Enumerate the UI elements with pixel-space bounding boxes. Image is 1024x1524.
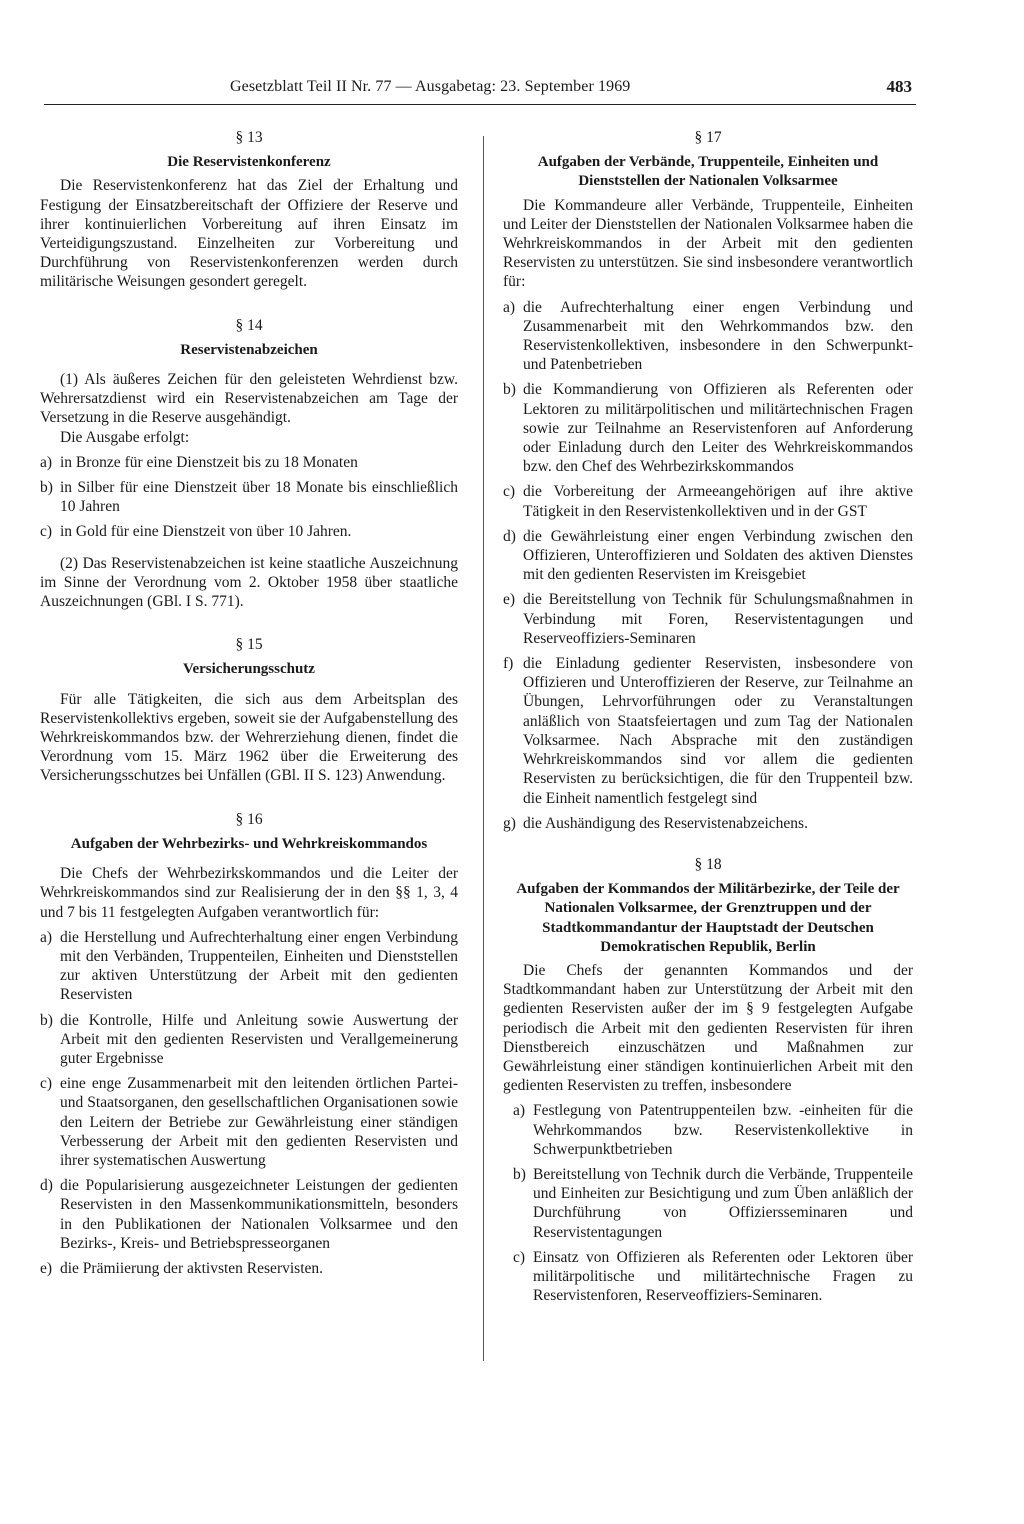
item-label: d) <box>40 1177 53 1195</box>
item-text: die Einladung gedienter Reservisten, insbesondere von Offizieren und Unteroffizieren der Reserve, zur Teilnahme an Übungen, Lehrvorführungen oder zu Veranstaltungen anläßlich von Staatsfeiertagen und zum Tag der Nationalen Volksarmee. Nach Absprache mit den zuständigen Wehrkreiskommandos sind vor allem die gedienten Reservisten zu berücksichtigen, die für den Truppenteil bzw. die Einheit namentlich festgelegt sind <box>523 655 913 807</box>
item-label: g) <box>503 814 516 832</box>
section-number: § 17 <box>694 129 722 146</box>
list-item <box>503 527 913 585</box>
list-item <box>40 522 458 541</box>
item-text: in Gold für eine Dienstzeit von über 10 Jahren. <box>60 523 352 541</box>
section-number: § 18 <box>694 855 722 873</box>
paragraph: Die Chefs der genannten Kommandos und der Stadtkommandant haben zur Unterstützung der Arbeit mit den gedienten Reservisten außer der im § 9 festgelegten Aufgabe periodisch die Arbeit mit den gedienten Reservisten für ihren Dienstbereich einzuschätzen und Maßnahmen zur Gewährleistung einer ständigen kontinuierlichen Arbeit mit den gedienten Reservisten zu treffen, insbesondere <box>503 961 913 1095</box>
section-title: Aufgaben der Verbände, Truppenteile, Einheiten und Dienststellen der Nationalen Volksarmee <box>537 154 879 190</box>
list-item <box>40 453 458 472</box>
list-item <box>503 482 913 520</box>
column-divider <box>483 136 484 1361</box>
section-number: § 13 <box>235 129 263 146</box>
right-column <box>503 128 913 1311</box>
list-item <box>40 1259 458 1278</box>
list-item <box>503 590 913 648</box>
section-number: § 16 <box>235 810 263 828</box>
paragraph: Die Kommandeure aller Verbände, Truppenteile, Einheiten und Leiter der Dienststellen der Nationalen Volksarmee haben die Wehrkreiskommandos in der Arbeit mit den gedienten Reservisten zu unterstützen. Sie sind insbesondere verantwortlich für: <box>503 196 913 291</box>
item-text: Bereitstellung von Technik durch die Verbände, Truppenteile und Einheiten zur Besichtigung und zum Üben anläßlich der Durchführung von Offiziersseminaren und Reservistentagungen <box>533 1165 913 1241</box>
item-text: die Prämiierung der aktivsten Reservisten. <box>60 1259 324 1277</box>
item-text: Festlegung von Patentruppenteilen bzw. -einheiten für die Wehrkommandos bzw. Reservistenkollektive in Schwerpunktbetrieben <box>533 1102 913 1158</box>
section-15 <box>40 635 458 785</box>
list-item <box>40 928 458 1005</box>
item-label: b) <box>513 1165 526 1183</box>
page-number: 483 <box>886 77 912 96</box>
item-text: Einsatz von Offizieren als Referenten oder Lektoren über militärpolitische und militärtechnische Fragen zu Reservistenforen, Reserveoffiziers-Seminaren. <box>533 1248 913 1305</box>
item-text: in Silber für eine Dienstzeit über 18 Monate bis einschließlich 10 Jahren <box>60 479 458 516</box>
item-label: e) <box>40 1259 53 1277</box>
list-item <box>503 814 913 833</box>
section-14 <box>40 316 458 612</box>
paragraph: (2) Das Reservistenabzeichen ist keine staatliche Auszeichnung im Sinne der Verordnung vom 2. Oktober 1958 über staatliche Auszeichnungen (GBl. I S. 771). <box>40 554 458 611</box>
list-item <box>40 478 458 516</box>
paragraph: (1) Als äußeres Zeichen für den geleisteten Wehrdienst bzw. Wehrersatzdienst wird ein Reservistenabzeichen am Tage der Versetzung in die Reserve ausgehändigt. <box>40 371 458 427</box>
list-item <box>40 1176 458 1253</box>
list-item <box>40 1011 458 1069</box>
item-text: die Vorbereitung der Armeeangehörigen auf ihre aktive Tätigkeit in den Reservistenkollektiven und in der GST <box>523 483 913 520</box>
item-text: die Aufrechterhaltung einer engen Verbindung und Zusammenarbeit mit den Wehrkommandos bzw. den Reservistenkollektiven, insbesondere in den Schwerpunkt- und Patenbetrieben <box>523 298 913 374</box>
section-title: Die Reservistenkonferenz <box>167 154 331 171</box>
list-intro: Die Ausgabe erfolgt: <box>60 428 190 446</box>
left-column <box>40 128 458 1284</box>
section-title: Aufgaben der Wehrbezirks- und Wehrkreiskommandos <box>70 835 428 852</box>
item-label: f) <box>503 655 514 673</box>
list-item <box>503 1101 913 1159</box>
item-label: c) <box>513 1248 526 1266</box>
section-13 <box>40 128 458 292</box>
section-number: § 15 <box>235 636 263 654</box>
section-title: Versicherungsschutz <box>183 661 315 678</box>
item-text: die Kommandierung von Offizieren als Referenten oder Lektoren zu militärpolitischen und militärtechnischen Fragen sowie zur Teilnahme an Reservistenforen auf Anforderung oder Einladung durch den Leiter des Wehrkreiskommandos bzw. den Chef des Wehrbezirkskommandos <box>523 381 913 476</box>
item-label: c) <box>40 523 53 541</box>
list-item <box>503 1165 913 1242</box>
section-title: Aufgaben der Kommandos der Militärbezirke, der Teile der Nationalen Volksarmee, der Grenztruppen und der Stadtkommandantur der Hauptstadt der Deutschen Demokratischen Republik, Berlin <box>516 881 900 955</box>
item-label: c) <box>503 483 516 501</box>
item-text: die Popularisierung ausgezeichneter Leistungen der gedienten Reservisten in den Massenkommunikationsmitteln, besonders in den Publikationen der Nationalen Volksarmee und den Bezirks-, Kreis- und Betriebspresseorganen <box>60 1177 458 1252</box>
item-label: e) <box>503 591 516 609</box>
item-text: die Herstellung und Aufrechterhaltung einer engen Verbindung mit den Verbänden, Truppenteilen, Einheiten und Dienststellen zur aktiven Unterstützung der Arbeit mit den gedienten Reservisten <box>60 928 458 1004</box>
list-item <box>40 1074 458 1170</box>
list-item <box>503 298 913 375</box>
item-label: a) <box>513 1102 526 1120</box>
item-text: eine enge Zusammenarbeit mit den leitenden örtlichen Partei- und Staatsorganen, den gesellschaftlichen Organisationen sowie den Leitern der Betriebe zur Gewährleistung einer ständigen Verbesserung der Arbeit mit den gedienten Reservisten und ihrer systematischen Auswertung <box>60 1075 458 1169</box>
item-label: b) <box>40 1011 53 1029</box>
item-label: a) <box>503 298 516 316</box>
item-text: die Kontrolle, Hilfe und Anleitung sowie Auswertung der Arbeit mit den gedienten Reservisten und Verallgemeinerung guter Ergebnisse <box>60 1011 458 1067</box>
paragraph: Die Reservistenkonferenz hat das Ziel der Erhaltung und Festigung der Einsatzbereitschaft der Offiziere der Reserve und ihrer kontinuierlichen Vorbereitung auf ihren Einsatz im Verteidigungszustand. Einzelheiten zur Vorbereitung und Durchführung von Reservistenkonferenzen werden durch militärische Weisungen gesondert geregelt. <box>40 177 458 291</box>
running-title: Gesetzblatt Teil II Nr. 77 — Ausgabetag: 23. September 1969 <box>230 78 631 95</box>
item-text: die Bereitstellung von Technik für Schulungsmaßnahmen in Verbindung mit Foren, Reservistentagungen und Reserveoffiziers-Seminaren <box>523 591 913 647</box>
section-title: Reservistenabzeichen <box>180 341 318 358</box>
page-header <box>44 76 916 105</box>
item-label: a) <box>40 453 53 471</box>
section-number: § 14 <box>235 316 263 334</box>
list-item <box>503 1248 913 1306</box>
section-18 <box>503 855 913 1305</box>
item-label: a) <box>40 928 53 946</box>
list-item <box>503 654 913 808</box>
section-17 <box>503 128 913 833</box>
list-item <box>503 380 913 476</box>
item-label: b) <box>40 479 53 497</box>
section-16 <box>40 810 458 1278</box>
paragraph: Für alle Tätigkeiten, die sich aus dem Arbeitsplan des Reservistenkollektivs ergeben, soweit sie der Aufgabenstellung des Wehrkreiskommandos bzw. der Wehrerziehung dienen, findet die Verordnung vom 15. März 1962 über die Erweiterung des Versicherungsschutzes bei Unfällen (GBl. II S. 123) Anwendung. <box>40 690 458 785</box>
item-label: b) <box>503 381 516 399</box>
item-text: in Bronze für eine Dienstzeit bis zu 18 Monaten <box>60 453 358 471</box>
item-text: die Gewährleistung einer engen Verbindung zwischen den Offizieren, Unteroffizieren und Soldaten des aktiven Dienstes mit den gedienten Reservisten im Kreisgebiet <box>523 527 913 584</box>
item-text: die Aushändigung des Reservistenabzeichens. <box>523 814 808 832</box>
paragraph: Die Chefs der Wehrbezirkskommandos und die Leiter der Wehrkreiskommandos sind zur Realisierung der in den §§ 1, 3, 4 und 7 bis 11 festgelegten Aufgaben verantwortlich für: <box>40 865 458 921</box>
item-label: d) <box>503 527 516 545</box>
item-label: c) <box>40 1075 53 1093</box>
